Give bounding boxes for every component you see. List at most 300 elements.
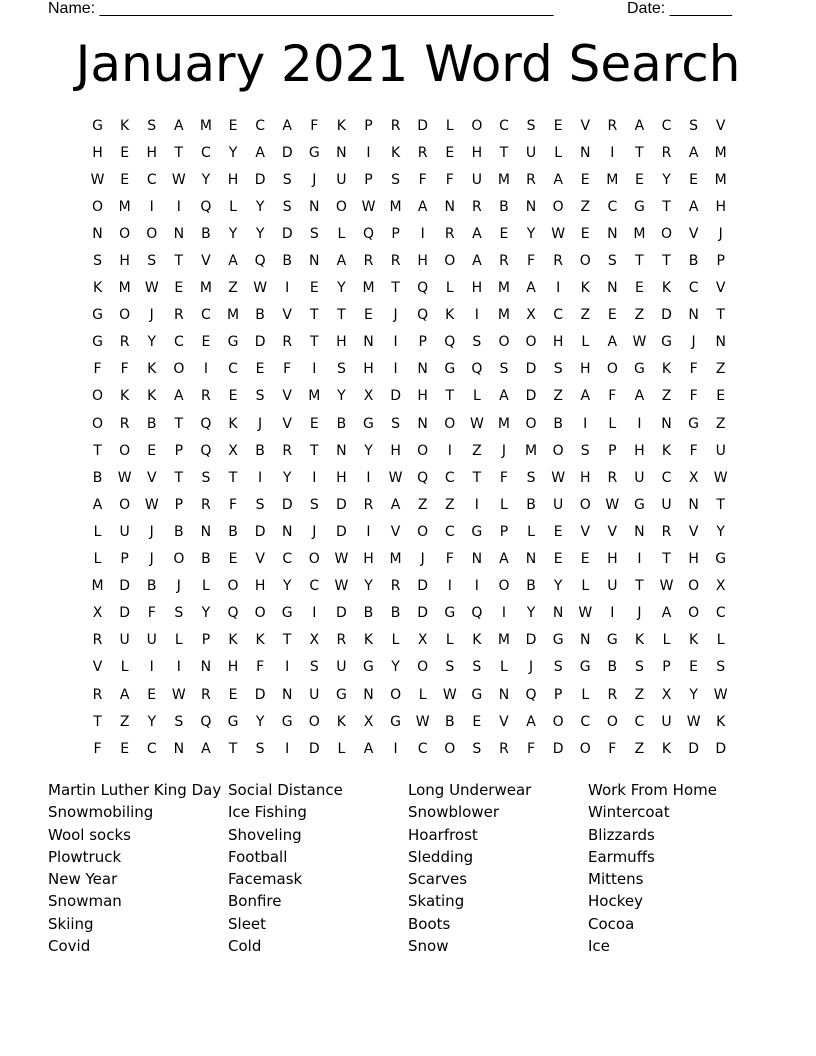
grid-letter: K — [689, 632, 699, 649]
grid-letter: U — [119, 632, 130, 649]
grid-letter: N — [525, 198, 537, 215]
grid-letter: H — [390, 442, 401, 459]
grid-letter: C — [201, 307, 211, 324]
grid-letter: X — [526, 307, 536, 324]
grid-letter: E — [634, 280, 644, 297]
grid-letter: R — [173, 307, 184, 324]
grid-letter: A — [526, 280, 536, 297]
grid-letter: P — [364, 171, 373, 188]
grid-letter: A — [201, 740, 211, 757]
grid-letter: F — [93, 361, 102, 378]
grid-letter: A — [228, 253, 238, 270]
grid-letter: I — [556, 280, 561, 297]
grid-letter: N — [471, 551, 483, 568]
grid-letter: Q — [362, 225, 374, 242]
grid-letter: M — [606, 171, 619, 188]
grid-letter: J — [312, 523, 317, 540]
grid-letter: E — [147, 686, 157, 703]
grid-letter: R — [282, 442, 293, 459]
grid-letter: K — [716, 713, 726, 730]
grid-letter: K — [363, 632, 374, 649]
grid-letter: V — [92, 659, 103, 676]
grid-letter: I — [501, 605, 507, 622]
grid-letter: R — [119, 334, 130, 351]
grid-letter: B — [228, 523, 238, 540]
grid-letter: W — [171, 171, 186, 188]
grid-letter: F — [418, 171, 427, 188]
grid-letter: N — [173, 225, 185, 242]
grid-letter: H — [634, 442, 645, 459]
grid-letter: M — [497, 415, 510, 432]
grid-letter: S — [201, 469, 211, 486]
grid-letter: K — [336, 713, 346, 730]
grid-letter: O — [552, 198, 564, 215]
grid-letter: R — [201, 686, 211, 703]
grid-letter: L — [174, 632, 183, 649]
grid-letter: N — [281, 523, 293, 540]
grid-letter: N — [173, 740, 185, 757]
grid-letter: S — [391, 415, 401, 432]
grid-letter: F — [608, 740, 617, 757]
grid-letter: O — [92, 198, 104, 215]
grid-letter: E — [580, 551, 590, 568]
grid-letter: P — [499, 523, 509, 540]
grid-letter: O — [606, 713, 618, 730]
grid-letter: V — [282, 388, 292, 405]
grid-letter: K — [120, 388, 130, 405]
grid-letter: O — [661, 225, 673, 242]
grid-letter: M — [118, 198, 131, 215]
grid-letter: G — [579, 659, 591, 676]
grid-letter: K — [147, 361, 157, 378]
grid-letter: A — [174, 117, 184, 134]
grid-letter: L — [418, 686, 427, 703]
grid-letter: J — [258, 415, 263, 432]
grid-letter: E — [120, 144, 130, 161]
page-title: January 2021 Word Search — [75, 35, 741, 93]
grid-letter: M — [497, 307, 510, 324]
grid-letter: L — [93, 551, 102, 568]
grid-letter: W — [253, 280, 268, 297]
grid-letter: O — [146, 225, 158, 242]
grid-letter: W — [117, 469, 132, 486]
grid-letter: S — [336, 361, 346, 378]
grid-letter: C — [607, 198, 618, 215]
grid-letter: N — [579, 632, 591, 649]
grid-letter: J — [528, 659, 534, 676]
grid-letter: O — [498, 578, 510, 595]
grid-letter: K — [390, 144, 401, 161]
grid-letter: M — [389, 198, 402, 215]
grid-letter: J — [149, 307, 154, 324]
grid-letter: N — [552, 605, 564, 622]
grid-letter: I — [393, 361, 398, 378]
grid-letter: R — [471, 198, 482, 215]
grid-letter: X — [661, 686, 672, 703]
grid-letter: O — [525, 415, 537, 432]
grid-letter: E — [499, 225, 509, 242]
grid-letter: J — [501, 442, 507, 459]
grid-letter: D — [336, 496, 347, 513]
grid-letter: D — [715, 740, 727, 757]
grid-letter: L — [472, 388, 481, 405]
grid-letter: S — [716, 659, 726, 676]
grid-letter: L — [662, 632, 671, 649]
grid-letter: G — [444, 605, 456, 622]
grid-letter: I — [474, 578, 479, 595]
grid-letter: D — [254, 686, 266, 703]
grid-letter: E — [553, 117, 563, 134]
grid-letter: S — [472, 740, 482, 757]
grid-letter: V — [580, 523, 591, 540]
grid-letter: L — [120, 659, 129, 676]
grid-letter: I — [285, 659, 290, 676]
grid-letter: M — [199, 280, 212, 297]
grid-letter: R — [92, 686, 103, 703]
grid-letter: X — [715, 578, 726, 595]
grid-letter: N — [363, 686, 374, 703]
grid-letter: K — [661, 740, 672, 757]
grid-letter: Z — [228, 280, 238, 297]
grid-letter: V — [580, 117, 591, 134]
grid-letter: T — [93, 442, 102, 459]
word-list — [48, 779, 768, 957]
grid-letter: I — [474, 496, 479, 513]
grid-letter: R — [390, 253, 401, 270]
grid-letter: G — [444, 361, 456, 378]
grid-letter: B — [282, 253, 292, 270]
grid-letter: T — [282, 632, 292, 649]
grid-letter: T — [174, 144, 184, 161]
grid-letter: A — [417, 198, 428, 215]
grid-letter: Y — [364, 442, 373, 459]
grid-letter: B — [499, 198, 509, 215]
grid-letter: J — [637, 605, 642, 622]
grid-letter: N — [309, 198, 320, 215]
grid-letter: Q — [444, 334, 456, 351]
grid-letter: G — [308, 144, 320, 161]
grid-letter: B — [688, 253, 699, 270]
grid-letter: O — [552, 442, 564, 459]
grid-letter: D — [417, 578, 429, 595]
grid-letter: K — [228, 415, 238, 432]
grid-letter: G — [471, 686, 483, 703]
grid-letter: F — [608, 388, 617, 405]
grid-letter: C — [661, 469, 672, 486]
grid-letter: E — [553, 523, 563, 540]
grid-letter: N — [498, 686, 510, 703]
grid-letter: P — [716, 253, 725, 270]
word-list-item: Scarves — [408, 870, 468, 889]
grid-letter: I — [312, 469, 317, 486]
grid-letter: A — [472, 225, 482, 242]
grid-letter: A — [607, 334, 618, 351]
grid-letter: G — [633, 496, 645, 513]
grid-letter: Q — [471, 605, 483, 622]
grid-letter: Z — [444, 496, 455, 513]
grid-letter: P — [553, 686, 563, 703]
grid-letter: S — [282, 171, 292, 188]
grid-letter: Y — [337, 388, 346, 405]
grid-letter: C — [634, 713, 645, 730]
grid-letter: B — [201, 551, 211, 568]
grid-letter: J — [718, 225, 723, 242]
grid-letter: S — [309, 659, 319, 676]
grid-letter: C — [146, 171, 157, 188]
grid-letter: A — [499, 551, 509, 568]
grid-letter: R — [282, 334, 293, 351]
grid-letter: L — [337, 740, 346, 757]
grid-letter: Z — [715, 415, 726, 432]
grid-letter: G — [281, 713, 293, 730]
grid-letter: T — [635, 253, 644, 270]
grid-letter: O — [498, 334, 510, 351]
grid-letter: D — [254, 523, 266, 540]
grid-letter: F — [147, 605, 156, 622]
grid-letter: D — [281, 144, 293, 161]
grid-letter: V — [390, 523, 401, 540]
grid-letter: Q — [200, 713, 212, 730]
grid-letter: Z — [634, 740, 645, 757]
grid-letter: K — [255, 632, 265, 649]
grid-letter: L — [581, 334, 590, 351]
grid-letter: U — [336, 659, 347, 676]
grid-letter: H — [471, 144, 483, 161]
grid-letter: I — [610, 144, 615, 161]
grid-letter: L — [581, 578, 590, 595]
grid-letter: N — [309, 253, 320, 270]
grid-letter: H — [552, 334, 564, 351]
grid-letter: Z — [417, 496, 428, 513]
word-list-item: Skating — [408, 892, 465, 911]
grid-letter: I — [366, 469, 371, 486]
grid-letter: T — [445, 388, 455, 405]
grid-letter: W — [578, 605, 593, 622]
date-field: Date: _______ — [627, 0, 732, 17]
grid-letter: L — [608, 415, 617, 432]
grid-letter: O — [254, 605, 266, 622]
grid-letter: F — [689, 361, 698, 378]
grid-letter: O — [525, 334, 537, 351]
grid-letter: N — [661, 415, 672, 432]
grid-letter: X — [417, 632, 428, 649]
grid-letter: A — [526, 713, 536, 730]
word-list-item: Sledding — [408, 847, 474, 866]
grid-letter: Y — [255, 713, 265, 730]
grid-letter: W — [551, 469, 566, 486]
grid-letter: O — [606, 361, 618, 378]
grid-letter: N — [92, 225, 103, 242]
grid-letter: Q — [417, 469, 429, 486]
grid-letter: U — [309, 686, 320, 703]
grid-letter: H — [471, 280, 483, 297]
grid-letter: F — [527, 740, 536, 757]
letter-grid — [84, 112, 735, 762]
grid-letter: C — [715, 605, 726, 622]
grid-letter: S — [472, 334, 482, 351]
word-column — [48, 779, 228, 957]
grid-letter: A — [580, 388, 591, 405]
grid-letter: V — [688, 523, 699, 540]
grid-letter: D — [417, 117, 429, 134]
grid-letter: H — [363, 361, 374, 378]
grid-letter: E — [553, 551, 563, 568]
grid-letter: V — [201, 253, 211, 270]
grid-letter: N — [579, 144, 591, 161]
grid-letter: E — [689, 659, 699, 676]
grid-letter: X — [309, 632, 320, 649]
grid-letter: A — [661, 605, 672, 622]
grid-letter: O — [119, 496, 131, 513]
grid-letter: B — [526, 578, 536, 595]
grid-letter: W — [659, 578, 674, 595]
grid-letter: F — [283, 361, 292, 378]
grid-letter: D — [254, 171, 266, 188]
grid-letter: E — [228, 686, 238, 703]
grid-letter: P — [174, 442, 184, 459]
grid-letter: O — [444, 415, 456, 432]
grid-letter: Y — [147, 713, 157, 730]
grid-letter: D — [336, 523, 347, 540]
word-list-item: Martin Luther King Day — [48, 781, 222, 799]
grid-letter: Y — [716, 523, 725, 540]
grid-letter: B — [146, 415, 157, 432]
grid-letter: C — [201, 144, 211, 161]
grid-letter: R — [499, 253, 509, 270]
grid-letter: N — [688, 496, 699, 513]
grid-letter: I — [203, 361, 208, 378]
grid-letter: D — [417, 605, 429, 622]
grid-letter: P — [662, 659, 671, 676]
grid-letter: O — [92, 415, 104, 432]
word-list-item: Skiing — [48, 914, 94, 933]
grid-letter: G — [92, 117, 103, 134]
grid-letter: V — [715, 117, 726, 134]
grid-letter: T — [174, 469, 184, 486]
grid-letter: H — [417, 253, 428, 270]
grid-letter: N — [417, 415, 428, 432]
grid-letter: O — [335, 198, 347, 215]
grid-letter: L — [202, 578, 210, 595]
grid-letter: I — [176, 198, 181, 215]
grid-letter: A — [336, 253, 347, 270]
grid-letter: U — [471, 171, 482, 188]
grid-letter: F — [310, 117, 319, 134]
grid-letter: O — [444, 253, 456, 270]
grid-letter: V — [146, 469, 157, 486]
grid-letter: F — [445, 551, 454, 568]
grid-letter: G — [633, 198, 645, 215]
grid-letter: X — [92, 605, 103, 622]
grid-letter: M — [226, 307, 240, 324]
grid-letter: V — [282, 415, 292, 432]
grid-letter: A — [634, 117, 645, 134]
grid-letter: A — [363, 740, 374, 757]
grid-letter: U — [553, 496, 564, 513]
grid-letter: G — [363, 415, 374, 432]
word-list-item: Bonfire — [228, 892, 282, 911]
grid-letter: R — [201, 496, 211, 513]
grid-letter: N — [336, 442, 347, 459]
grid-letter: R — [661, 144, 672, 161]
grid-letter: N — [363, 334, 374, 351]
grid-letter: D — [254, 334, 266, 351]
word-list-item: Social Distance — [228, 781, 343, 799]
grid-letter: H — [579, 361, 591, 378]
grid-letter: Q — [254, 253, 266, 270]
grid-letter: I — [420, 225, 425, 242]
word-list-item: Hockey — [588, 892, 643, 911]
grid-letter: E — [309, 415, 319, 432]
grid-letter: A — [634, 388, 645, 405]
grid-letter: W — [442, 686, 457, 703]
grid-letter: E — [228, 117, 238, 134]
grid-letter: X — [363, 713, 374, 730]
grid-letter: O — [173, 551, 185, 568]
grid-letter: I — [447, 578, 452, 595]
grid-letter: G — [688, 415, 700, 432]
grid-letter: W — [90, 171, 105, 188]
grid-letter: Y — [526, 225, 536, 242]
grid-letter: T — [716, 307, 725, 324]
grid-letter: D — [281, 225, 293, 242]
grid-letter: A — [499, 388, 509, 405]
word-list-item: Wintercoat — [588, 803, 670, 822]
grid-letter: F — [228, 496, 238, 513]
grid-letter: E — [445, 144, 455, 161]
grid-letter: R — [390, 117, 401, 134]
grid-letter: R — [607, 686, 618, 703]
word-list-item: Boots — [408, 914, 451, 933]
grid-letter: T — [472, 469, 482, 486]
grid-letter: C — [309, 578, 320, 595]
grid-letter: W — [171, 686, 186, 703]
grid-letter: T — [662, 551, 671, 568]
grid-letter: G — [661, 334, 672, 351]
grid-letter: G — [552, 632, 564, 649]
grid-letter: I — [447, 442, 452, 459]
word-list-item: Snowblower — [408, 803, 500, 822]
grid-letter: I — [149, 659, 154, 676]
grid-letter: P — [418, 334, 427, 351]
grid-letter: F — [256, 659, 265, 676]
grid-letter: S — [526, 117, 536, 134]
grid-letter: D — [525, 632, 537, 649]
grid-letter: T — [174, 253, 184, 270]
grid-letter: M — [633, 225, 646, 242]
word-column — [408, 779, 588, 957]
word-list-item: Work From Home — [588, 781, 717, 799]
word-list-item: Snowman — [48, 892, 122, 911]
grid-letter: R — [92, 632, 103, 649]
word-list-item: Earmuffs — [588, 847, 655, 866]
grid-letter: I — [393, 334, 398, 351]
grid-letter: W — [605, 496, 620, 513]
grid-letter: Q — [200, 198, 212, 215]
grid-letter: Y — [553, 578, 563, 595]
grid-letter: Y — [255, 198, 265, 215]
grid-letter: O — [688, 605, 700, 622]
grid-letter: N — [281, 686, 293, 703]
grid-letter: Y — [662, 171, 671, 188]
word-list-item: Cold — [228, 937, 262, 956]
grid-letter: W — [713, 686, 728, 703]
grid-letter: G — [715, 551, 727, 568]
grid-letter: E — [228, 551, 238, 568]
grid-letter: K — [580, 280, 590, 297]
grid-letter: Z — [119, 713, 130, 730]
grid-letter: A — [472, 253, 482, 270]
